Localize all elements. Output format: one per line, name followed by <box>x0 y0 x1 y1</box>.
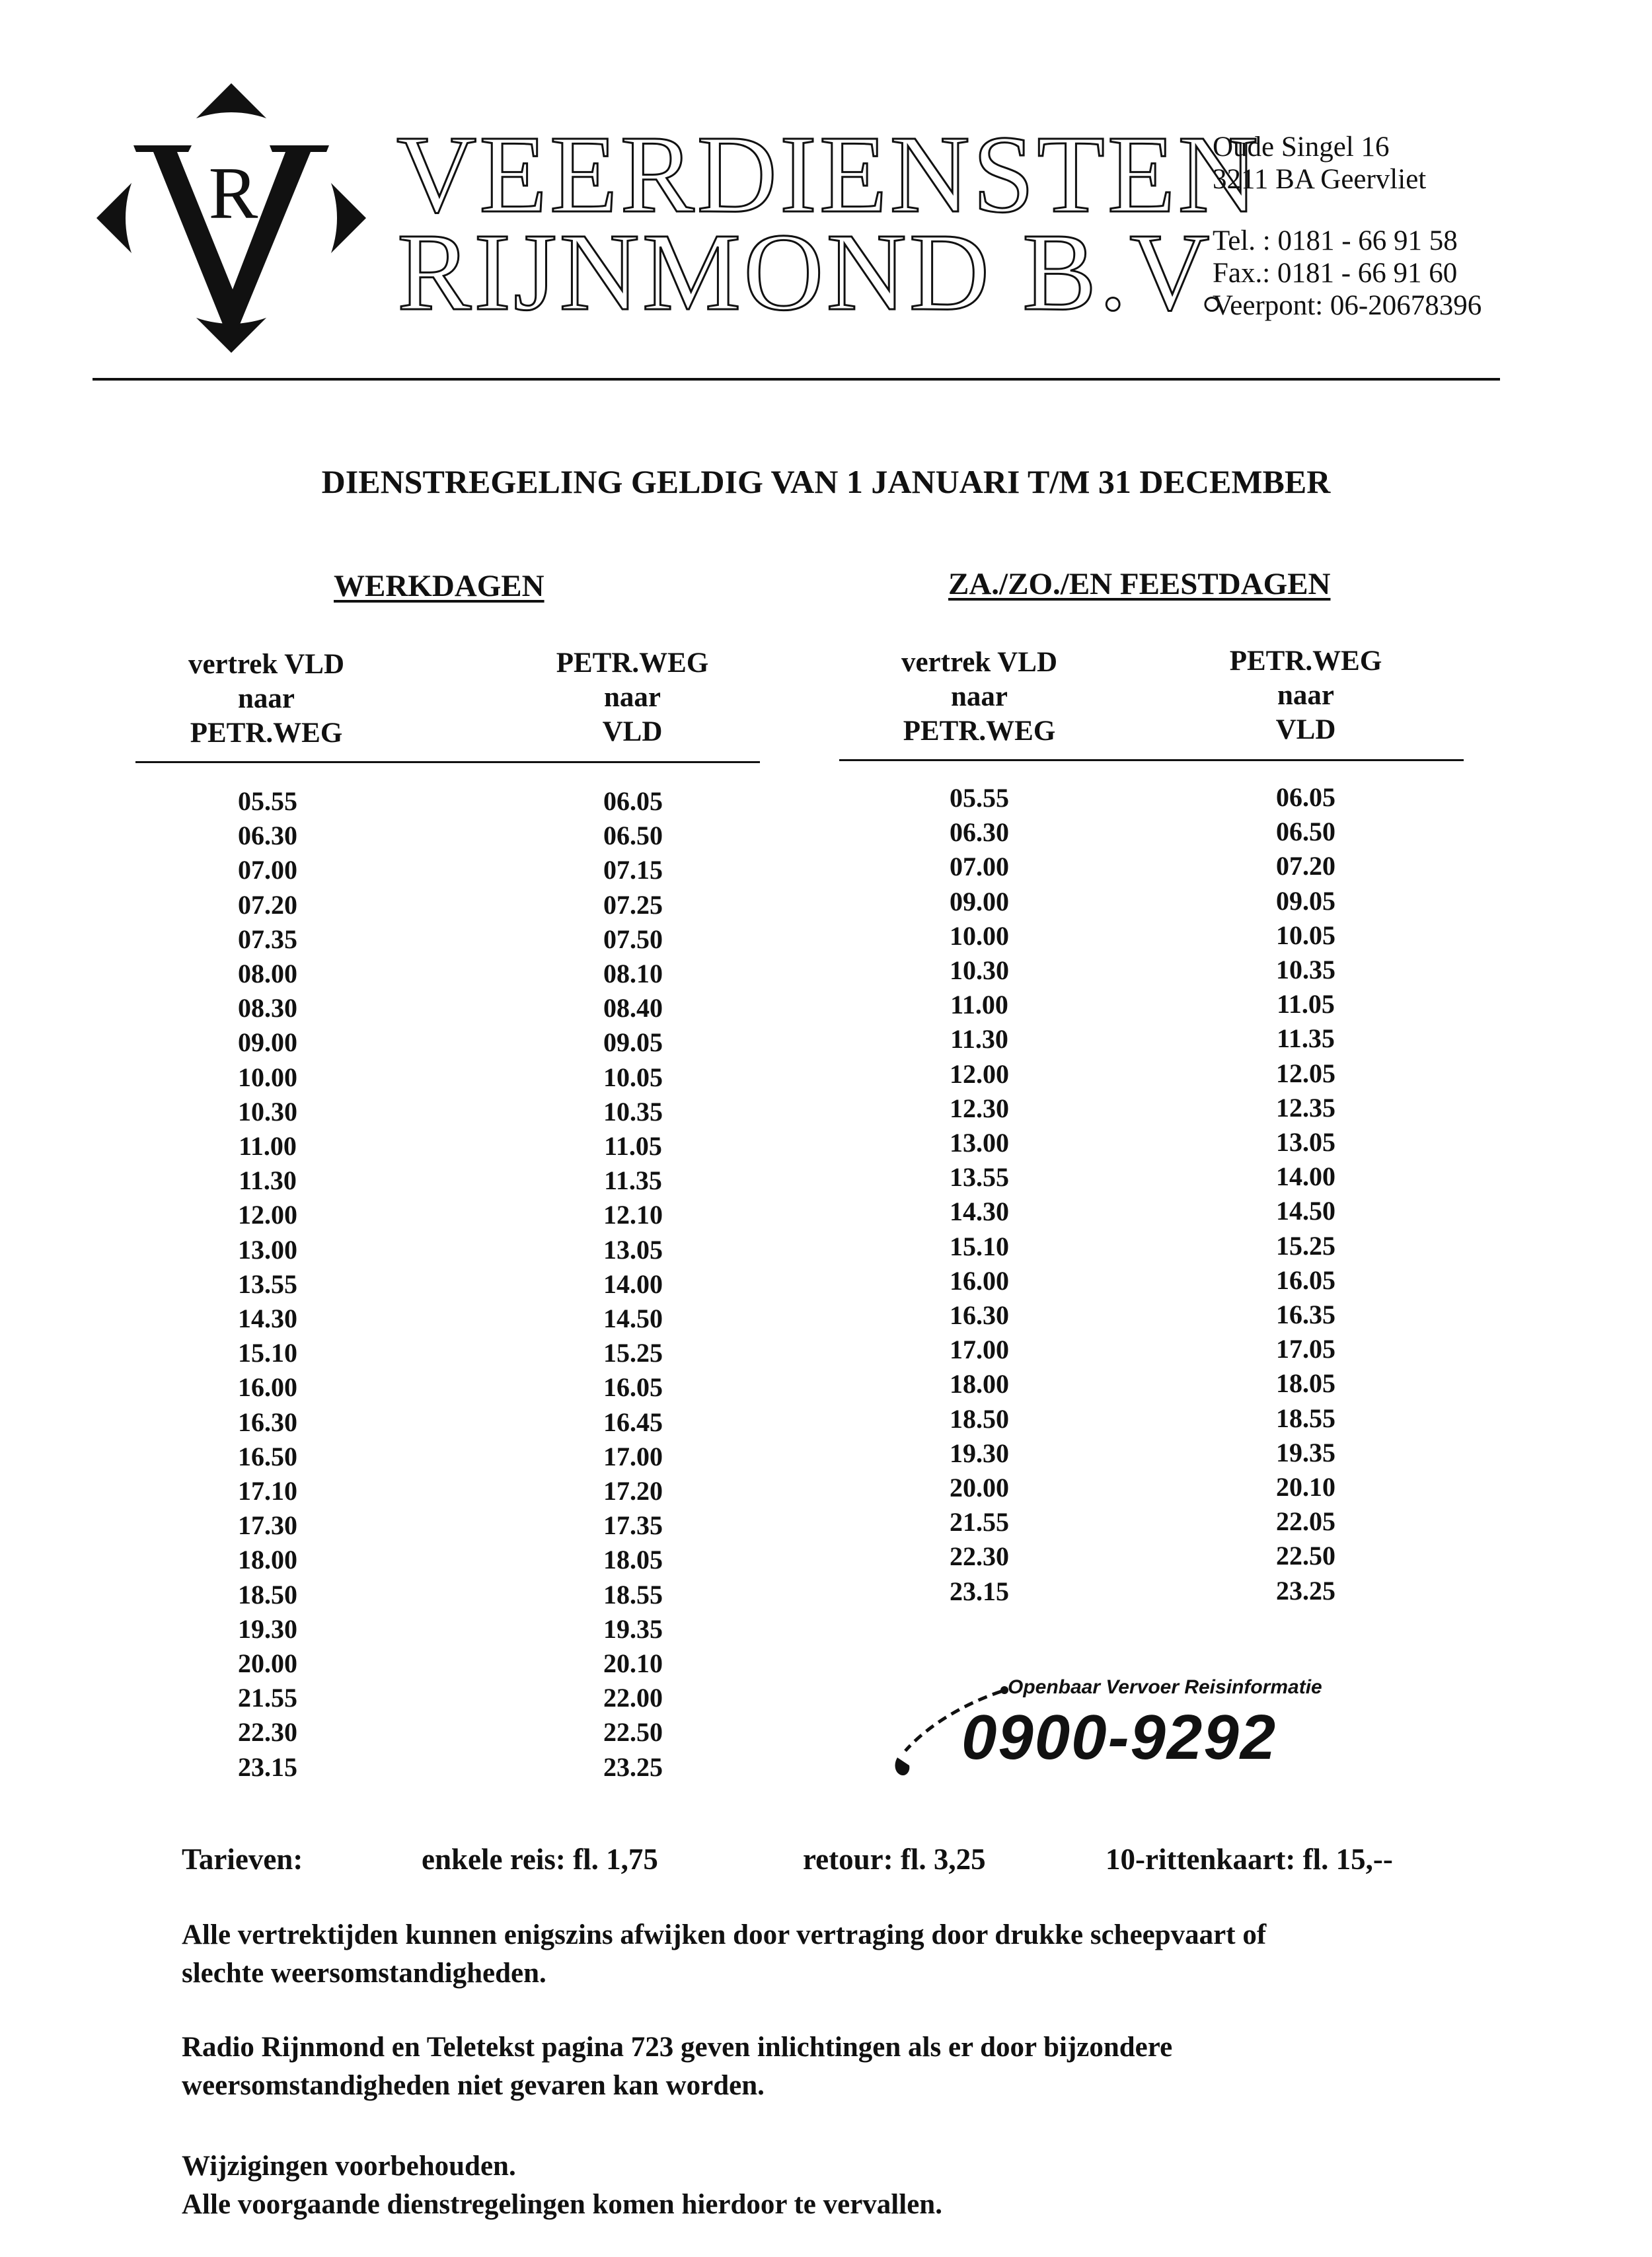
departure-time: 21.55 <box>238 1683 297 1713</box>
departure-time: 16.00 <box>238 1372 297 1403</box>
departure-time: 14.30 <box>238 1304 297 1334</box>
departure-time: 17.20 <box>603 1476 663 1506</box>
departure-time: 06.30 <box>950 817 1009 848</box>
tarief-rittenkaart: 10-rittenkaart: fl. 15,-- <box>1106 1843 1393 1876</box>
tarief-enkele-reis: enkele reis: fl. 1,75 <box>422 1843 658 1876</box>
departure-time: 12.30 <box>950 1093 1009 1123</box>
departure-time: 08.30 <box>238 993 297 1023</box>
departure-time: 15.10 <box>950 1231 1009 1261</box>
company-name <box>396 113 1261 334</box>
departure-time: 22.50 <box>603 1717 663 1748</box>
fax-number: Fax.: 0181 - 66 91 60 <box>1213 258 1458 289</box>
company-name-line1: VEERDIENSTEN <box>396 113 1261 236</box>
departure-time: 18.55 <box>1276 1403 1335 1433</box>
departure-time: 12.35 <box>1276 1092 1335 1123</box>
departure-time: 11.35 <box>604 1166 662 1196</box>
departure-time: 19.35 <box>1276 1437 1335 1467</box>
departure-time: 17.00 <box>950 1335 1009 1365</box>
departure-time: 08.40 <box>603 993 663 1023</box>
departure-time: 13.55 <box>238 1269 297 1299</box>
departure-time: 10.30 <box>238 1096 297 1127</box>
address-street: Oude Singel 16 <box>1213 131 1390 163</box>
werkdagen-header-rule <box>135 761 760 763</box>
departure-time: 09.05 <box>603 1027 663 1058</box>
departure-time: 12.10 <box>603 1200 663 1230</box>
weekend-heading: ZA./ZO./EN FEESTDAGEN <box>948 567 1331 601</box>
departure-time: 17.35 <box>603 1510 663 1541</box>
change-notice <box>182 2147 1503 2224</box>
departure-time: 16.45 <box>603 1407 663 1437</box>
departure-time: 07.25 <box>603 889 663 920</box>
departure-time: 14.00 <box>1276 1162 1335 1192</box>
departure-time: 16.30 <box>950 1300 1009 1331</box>
departure-time: 23.25 <box>1276 1575 1335 1606</box>
departure-time: 17.00 <box>603 1441 663 1471</box>
header-line: vertrek VLD <box>188 649 345 680</box>
departure-time: 16.05 <box>1276 1265 1335 1295</box>
departure-time: 16.35 <box>1276 1300 1335 1330</box>
departure-time: 23.25 <box>603 1752 663 1782</box>
departure-time: 07.00 <box>950 852 1009 882</box>
departure-time: 16.50 <box>238 1441 297 1471</box>
departure-time: 12.00 <box>950 1058 1009 1089</box>
departure-time: 07.15 <box>603 855 663 885</box>
departure-time: 11.30 <box>239 1166 297 1196</box>
notice-line: weersomstandigheden niet gevaren kan worden. <box>182 2070 765 2101</box>
departure-time: 14.30 <box>950 1197 1009 1227</box>
departure-time: 20.00 <box>950 1473 1009 1503</box>
departure-time: 13.00 <box>238 1234 297 1265</box>
phone-number: Tel. : 0181 - 66 91 58 <box>1213 225 1458 256</box>
departure-time: 07.20 <box>238 889 297 920</box>
header-line: naar <box>1277 680 1334 711</box>
departure-time: 15.10 <box>238 1338 297 1368</box>
departure-time: 18.00 <box>950 1369 1009 1399</box>
departure-time: 21.55 <box>950 1507 1009 1537</box>
departure-time: 12.05 <box>1276 1058 1335 1088</box>
departure-time: 22.30 <box>950 1541 1009 1572</box>
veerpont-number: Veerpont: 06-20678396 <box>1213 290 1482 321</box>
departure-time: 14.50 <box>603 1304 663 1334</box>
departure-time: 13.05 <box>1276 1127 1335 1158</box>
header-line: naar <box>604 682 661 713</box>
departure-time: 18.50 <box>950 1403 1009 1434</box>
address-city: 3211 BA Geervliet <box>1213 164 1427 195</box>
departure-time: 11.00 <box>239 1131 297 1162</box>
departure-time: 18.00 <box>238 1545 297 1575</box>
departure-time: 10.30 <box>950 955 1009 986</box>
address-block <box>1213 131 1482 322</box>
departure-time: 17.05 <box>1276 1334 1335 1364</box>
departure-time: 17.10 <box>238 1476 297 1506</box>
notice-line: slechte weersomstandigheden. <box>182 1958 546 1989</box>
header-line: PETR.WEG <box>556 648 709 679</box>
weekend-col-vld-header <box>847 646 1111 749</box>
notice-line: Radio Rijnmond en Teletekst pagina 723 geven inlichtingen als er door bijzondere <box>182 2032 1173 2063</box>
departure-time: 09.05 <box>1276 885 1335 916</box>
departure-time: 13.05 <box>603 1234 663 1265</box>
werkdagen-heading: WERKDAGEN <box>334 569 544 603</box>
notice-line: Wijzigingen voorbehouden. <box>182 2151 516 2182</box>
header-line: vertrek VLD <box>901 647 1058 678</box>
departure-time: 20.00 <box>238 1648 297 1679</box>
werkdagen-petrweg-times <box>547 784 719 1785</box>
departure-time: 11.35 <box>1277 1023 1335 1054</box>
departure-time: 18.05 <box>603 1545 663 1575</box>
departure-time: 10.05 <box>1276 920 1335 950</box>
radio-notice <box>182 2028 1503 2105</box>
departure-time: 06.30 <box>238 821 297 851</box>
departure-time: 08.00 <box>238 959 297 989</box>
departure-time: 16.00 <box>950 1265 1009 1296</box>
departure-time: 13.55 <box>950 1162 1009 1193</box>
departure-time: 06.05 <box>1276 782 1335 812</box>
departure-time: 07.20 <box>1276 851 1335 881</box>
header-line: VLD <box>602 716 663 747</box>
departure-time: 22.05 <box>1276 1506 1335 1537</box>
header-line: naar <box>238 683 295 714</box>
departure-time: 16.05 <box>603 1372 663 1403</box>
header-line: VLD <box>1275 714 1336 745</box>
departure-time: 19.35 <box>603 1613 663 1644</box>
werkdagen-vld-times <box>182 784 354 1785</box>
diamond-vr-logo-icon <box>93 79 370 357</box>
header-line: PETR.WEG <box>1229 646 1382 677</box>
tarief-retour: retour: fl. 3,25 <box>803 1843 986 1876</box>
werkdagen-col-petrweg-header <box>500 646 765 749</box>
departure-time: 09.00 <box>950 886 1009 916</box>
weekend-header-rule <box>839 759 1464 761</box>
weekend-petrweg-times <box>1220 780 1392 1608</box>
departure-time: 13.00 <box>950 1128 1009 1158</box>
departure-time: 10.35 <box>603 1096 663 1127</box>
ov-info-label: Openbaar Vervoer Reisinformatie <box>1008 1676 1322 1698</box>
departure-time: 17.30 <box>238 1510 297 1541</box>
departure-time: 22.00 <box>603 1683 663 1713</box>
notice-line: Alle voorgaande dienstregelingen komen hierdoor te vervallen. <box>182 2189 942 2220</box>
werkdagen-col-vld-header <box>134 648 398 751</box>
departure-time: 06.05 <box>603 786 663 816</box>
departure-time: 22.50 <box>1276 1541 1335 1571</box>
page-title: DIENSTREGELING GELDIG VAN 1 JANUARI T/M 31 DECEMBER <box>321 463 1331 500</box>
departure-time: 07.50 <box>603 924 663 954</box>
departure-time: 05.55 <box>238 786 297 816</box>
departure-time: 08.10 <box>603 959 663 989</box>
departure-time: 18.55 <box>603 1579 663 1610</box>
ov-info-phone: 0900-9292 <box>961 1702 1277 1773</box>
departure-time: 11.30 <box>950 1024 1008 1054</box>
departure-time: 20.10 <box>603 1648 663 1679</box>
tarieven-label: Tarieven: <box>182 1843 303 1876</box>
departure-time: 14.00 <box>603 1269 663 1299</box>
departure-time: 11.05 <box>1277 989 1335 1019</box>
departure-time: 20.10 <box>1276 1472 1335 1502</box>
weekend-col-petrweg-header <box>1174 644 1438 747</box>
delay-notice <box>182 1916 1503 1993</box>
departure-time: 11.05 <box>604 1131 662 1162</box>
departure-time: 23.15 <box>238 1752 297 1782</box>
departure-time: 22.30 <box>238 1717 297 1748</box>
departure-time: 07.35 <box>238 924 297 954</box>
departure-time: 18.50 <box>238 1579 297 1610</box>
header-divider <box>93 378 1500 381</box>
departure-time: 10.00 <box>238 1062 297 1092</box>
departure-time: 10.35 <box>1276 955 1335 985</box>
departure-time: 09.00 <box>238 1027 297 1058</box>
departure-time: 12.00 <box>238 1200 297 1230</box>
departure-time: 10.00 <box>950 920 1009 951</box>
departure-time: 19.30 <box>238 1613 297 1644</box>
departure-time: 14.50 <box>1276 1196 1335 1226</box>
departure-time: 23.15 <box>950 1576 1009 1606</box>
header-line: PETR.WEG <box>190 718 343 749</box>
departure-time: 05.55 <box>950 783 1009 813</box>
weekend-vld-times <box>893 781 1065 1609</box>
departure-time: 10.05 <box>603 1062 663 1092</box>
header-line: naar <box>951 681 1008 712</box>
departure-time: 16.30 <box>238 1407 297 1437</box>
departure-time: 06.50 <box>1276 817 1335 847</box>
departure-time: 07.00 <box>238 855 297 885</box>
departure-time: 18.05 <box>1276 1368 1335 1399</box>
departure-time: 19.30 <box>950 1438 1009 1468</box>
company-name-line2: RIJNMOND B.V. <box>397 211 1228 334</box>
header-line: PETR.WEG <box>903 716 1056 747</box>
departure-time: 06.50 <box>603 821 663 851</box>
logo-letters: R <box>208 153 258 235</box>
departure-time: 15.25 <box>603 1338 663 1368</box>
departure-time: 11.00 <box>950 990 1008 1020</box>
departure-time: 15.25 <box>1276 1230 1335 1261</box>
notice-line: Alle vertrektijden kunnen enigszins afwijken door vertraging door drukke scheepvaart of <box>182 1919 1267 1950</box>
